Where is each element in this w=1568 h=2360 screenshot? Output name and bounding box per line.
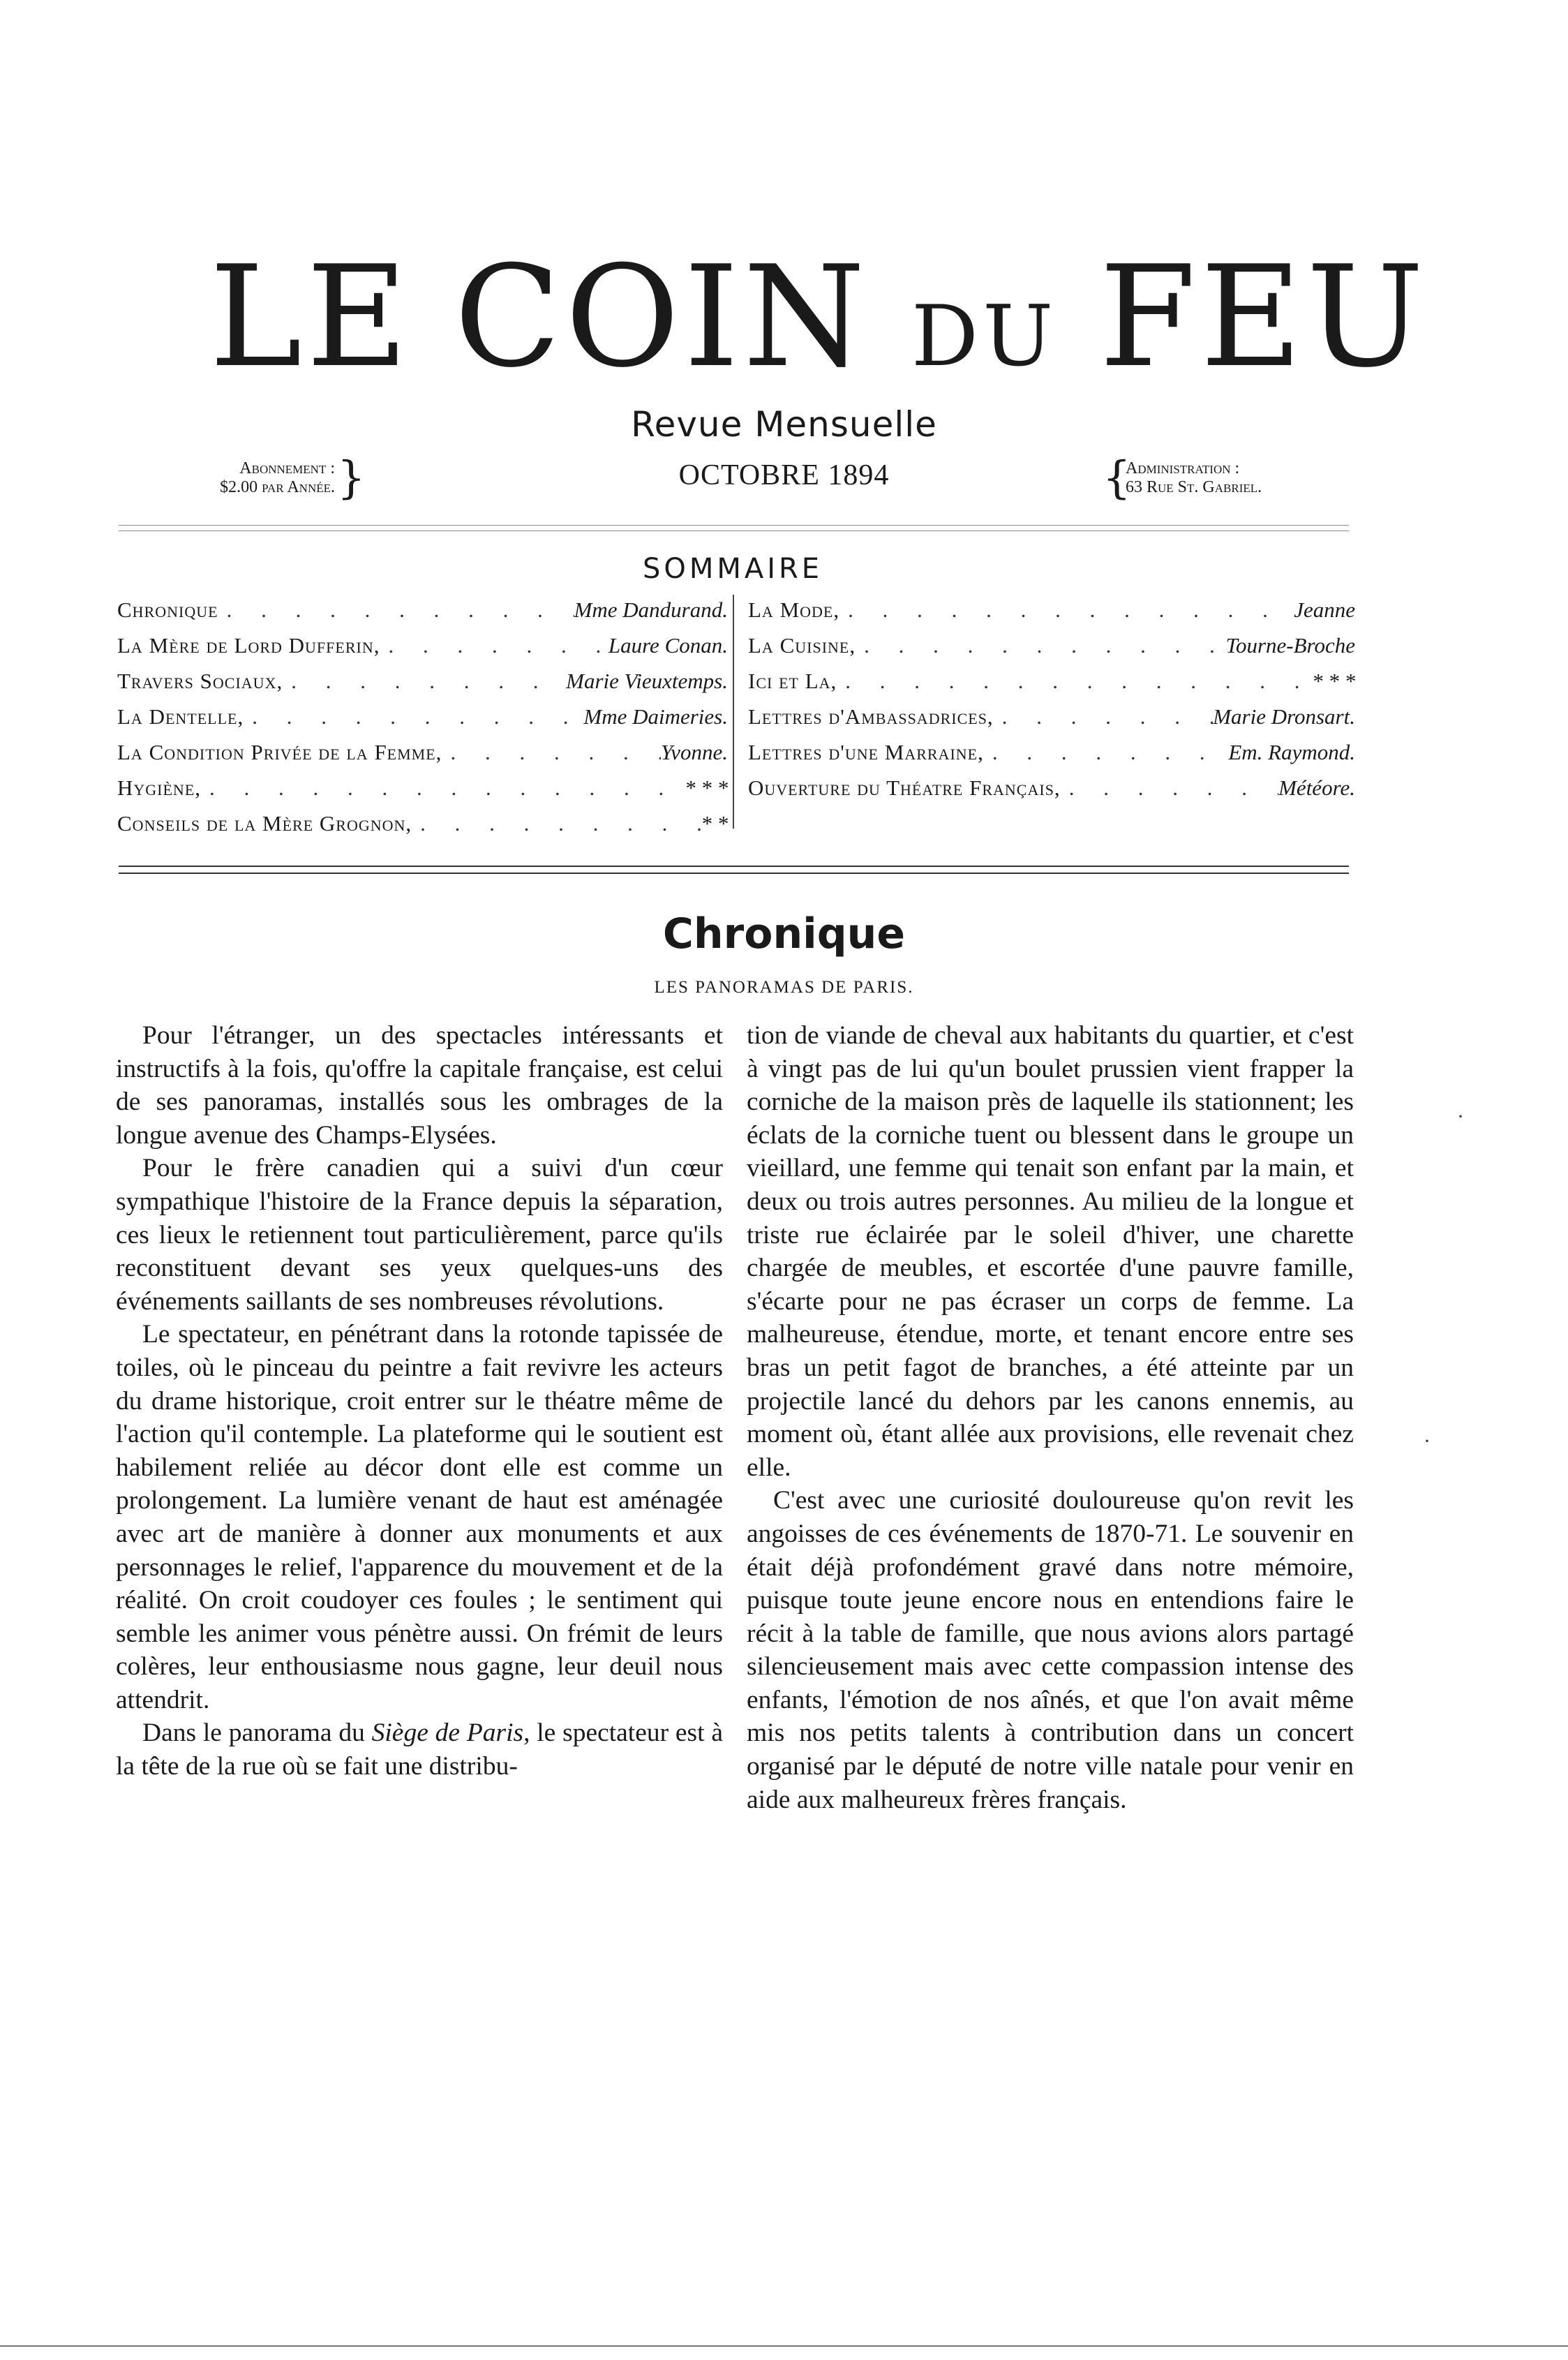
toc-entry-title: Lettres d'Ambassadrices,	[748, 704, 994, 729]
toc-entry-author: Jeanne	[1294, 598, 1355, 622]
masthead-feu: FEU	[1099, 236, 1428, 399]
toc-entry-author: Marie Vieuxtemps.	[566, 669, 728, 693]
toc-entry	[117, 770, 728, 806]
toc-entry	[117, 699, 728, 734]
masthead-le: LE	[209, 236, 412, 399]
toc-entry	[117, 806, 728, 841]
toc-entry-title: Lettres d'une Marraine,	[748, 740, 984, 764]
toc-entry-title: Ici et La,	[748, 669, 837, 693]
paragraph: Pour l'étranger, un des spectacles intéressants et instructifs à la fois, qu'offre la capitale française, est celui de ses panoramas, installés sous les ombrages de la longue avenue des Champs-Elysées.	[116, 1021, 723, 1150]
speck-mark: ·	[1424, 1430, 1431, 1453]
toc-leader	[984, 734, 1228, 770]
toc-entry-title: Conseils de la Mère Grognon,	[117, 811, 412, 836]
paragraph: Pour le frère canadien qui a suivi d'un cœur sympathique l'histoire de la France depuis la séparation, ces lieux le retiennent tout particulièrement, parce qu'ils reconstituent devant ses yeux quelques-uns des événements saillants de ses nombreuses révolutions.	[116, 1154, 723, 1316]
toc-entry	[117, 734, 728, 770]
header-rule-bottom	[119, 530, 1349, 531]
toc-entry-title: Ouverture du Théatre Français,	[748, 775, 1061, 800]
article-title: Chronique	[662, 910, 906, 958]
sommaire-title: SOMMAIRE	[642, 553, 823, 585]
subscription-label: Abonnement :	[239, 459, 335, 477]
toc-entry	[117, 628, 728, 663]
administration-address: 63 Rue St. Gabriel.	[1126, 478, 1262, 496]
toc-entry	[748, 699, 1355, 734]
toc-entry-author: Em. Raymond.	[1228, 740, 1355, 764]
toc-leader	[442, 734, 660, 770]
subscription-price: $2.00 par Année.	[220, 478, 335, 496]
toc-entry-author: Laure Conan.	[608, 633, 728, 658]
masthead-du: DU	[911, 288, 1058, 385]
administration-label: Administration :	[1126, 459, 1240, 477]
toc-entry	[748, 770, 1355, 806]
toc-entry-author: Tourne-Broche	[1225, 633, 1355, 658]
toc-entry-title: Chronique	[117, 598, 218, 622]
masthead-subtitle: Revue Mensuelle	[631, 404, 937, 445]
toc-entry-title: La Mère de Lord Dufferin,	[117, 633, 380, 658]
toc-entry-author: Mme Dandurand.	[574, 598, 728, 622]
toc-leader	[839, 592, 1294, 628]
header-rule-top	[119, 525, 1349, 526]
page-edge-line	[0, 2345, 1568, 2347]
toc-leader	[412, 806, 701, 841]
paragraph: tion de viande de cheval aux habitants du quartier, et c'est à vingt pas de lui qu'un boulet prussien vient frapper la corniche de la maison près de laquelle ils stationnent; les éclats de la corniche tuent ou blessent dans le groupe un vieillard, une femme qui tenait son enfant par la main, et deux ou trois autres personnes. Au milieu de la longue et triste rue éclairée par le soleil d'hiver, une charette chargée de meubles, et escortée d'une pauvre famille, s'écarte pour ne pas écraser un corps de femme. La malheureuse, étendue, morte, et tenant encore entre ses bras un petit fagot de branches, a été atteinte par un projectile lancé du dehors par les canons ennemis, au moment où, étant allée aux provisions, elle revenait chez elle.	[747, 1021, 1354, 1482]
article-subtitle: LES PANORAMAS DE PARIS.	[654, 978, 914, 997]
toc-entry-author: * *	[701, 811, 728, 836]
toc-entry-title: Travers Sociaux,	[117, 669, 283, 693]
toc-leader	[244, 699, 583, 734]
masthead-title	[209, 236, 1428, 407]
work-title: Siège de Paris	[371, 1719, 524, 1748]
toc-column-divider	[733, 595, 734, 829]
paragraph-text: , le spectateur est à la tête de la rue où se fait une distribu-	[116, 1719, 723, 1781]
toc-entry-author: Yvonne.	[660, 740, 728, 764]
toc-entry-title: La Cuisine,	[748, 633, 856, 658]
toc-entry	[117, 663, 728, 699]
subscription-info	[119, 459, 335, 497]
administration-info	[1126, 459, 1349, 497]
toc-entry-author: * * *	[1312, 669, 1355, 693]
article-column-left	[116, 1019, 723, 1783]
issue-date: OCTOBRE 1894	[678, 459, 890, 491]
toc-entry-title: Hygiène,	[117, 775, 202, 800]
toc-leader	[218, 592, 574, 628]
toc-entry	[748, 628, 1355, 663]
toc-leader	[201, 770, 685, 806]
toc-entry	[748, 734, 1355, 770]
article-column-right	[747, 1019, 1354, 1816]
toc-left-column	[117, 592, 728, 841]
toc-leader	[380, 628, 608, 663]
toc-entry-title: La Dentelle,	[117, 704, 244, 729]
toc-entry-author: Mme Daimeries.	[583, 704, 728, 729]
toc-leader	[283, 663, 566, 699]
paragraph	[116, 1716, 723, 1783]
toc-entry-author: * * *	[685, 775, 728, 800]
paragraph-text: Dans le panorama du	[142, 1719, 372, 1748]
masthead-coin: COIN	[454, 236, 869, 399]
toc-right-column	[748, 592, 1355, 806]
toc-leader	[994, 699, 1214, 734]
left-brace-icon: {	[1103, 452, 1131, 504]
toc-entry-author: Marie Dronsart.	[1213, 704, 1355, 729]
toc-leader	[1061, 770, 1278, 806]
speck-mark: ·	[1457, 1105, 1464, 1128]
toc-entry-title: La Condition Privée de la Femme,	[117, 740, 442, 764]
toc-entry	[748, 592, 1355, 628]
toc-entry-title: La Mode,	[748, 598, 840, 622]
right-brace-icon: }	[337, 452, 366, 504]
sommaire-rule-top	[119, 866, 1349, 867]
toc-entry-author: Météore.	[1278, 775, 1355, 800]
paragraph: Le spectateur, en pénétrant dans la rotonde tapissée de toiles, où le pinceau du peintre a fait revivre les acteurs du drame historique, croit entrer sur le théatre même de l'action qu'il contemple. La plateforme qui le soutient est habilement reliée au décor dont elle est comme un prolongement. La lumière venant de haut est aménagée avec art de manière à donner aux monuments et aux personnages le relief, l'apparence du mouvement et de la réalité. On croit coudoyer ces foules ; le sentiment qui semble les animer vous pénètre aussi. On frémit de leurs colères, leur enthousiasme nous gagne, leur deuil nous attendrit.	[116, 1320, 723, 1714]
toc-leader	[837, 663, 1312, 699]
toc-entry	[748, 663, 1355, 699]
paragraph: C'est avec une curiosité douloureuse qu'on revit les angoisses de ces événements de 1870-71. Le souvenir en était déjà profondément gravé dans notre mémoire, puisque toute jeune encore nous en entendions faire le récit à la table de famille, que nous avions alors partagé silencieusement mais avec cette compassion intense des enfants, l'émotion de nos aînés, et que l'on avait même mis nos petits talents à contribution dans un concert organisé par le député de notre ville natale pour venir en aide aux malheureux frères français.	[747, 1486, 1354, 1814]
sommaire-rule-bottom	[119, 873, 1349, 874]
toc-entry	[117, 592, 728, 628]
toc-leader	[856, 628, 1225, 663]
